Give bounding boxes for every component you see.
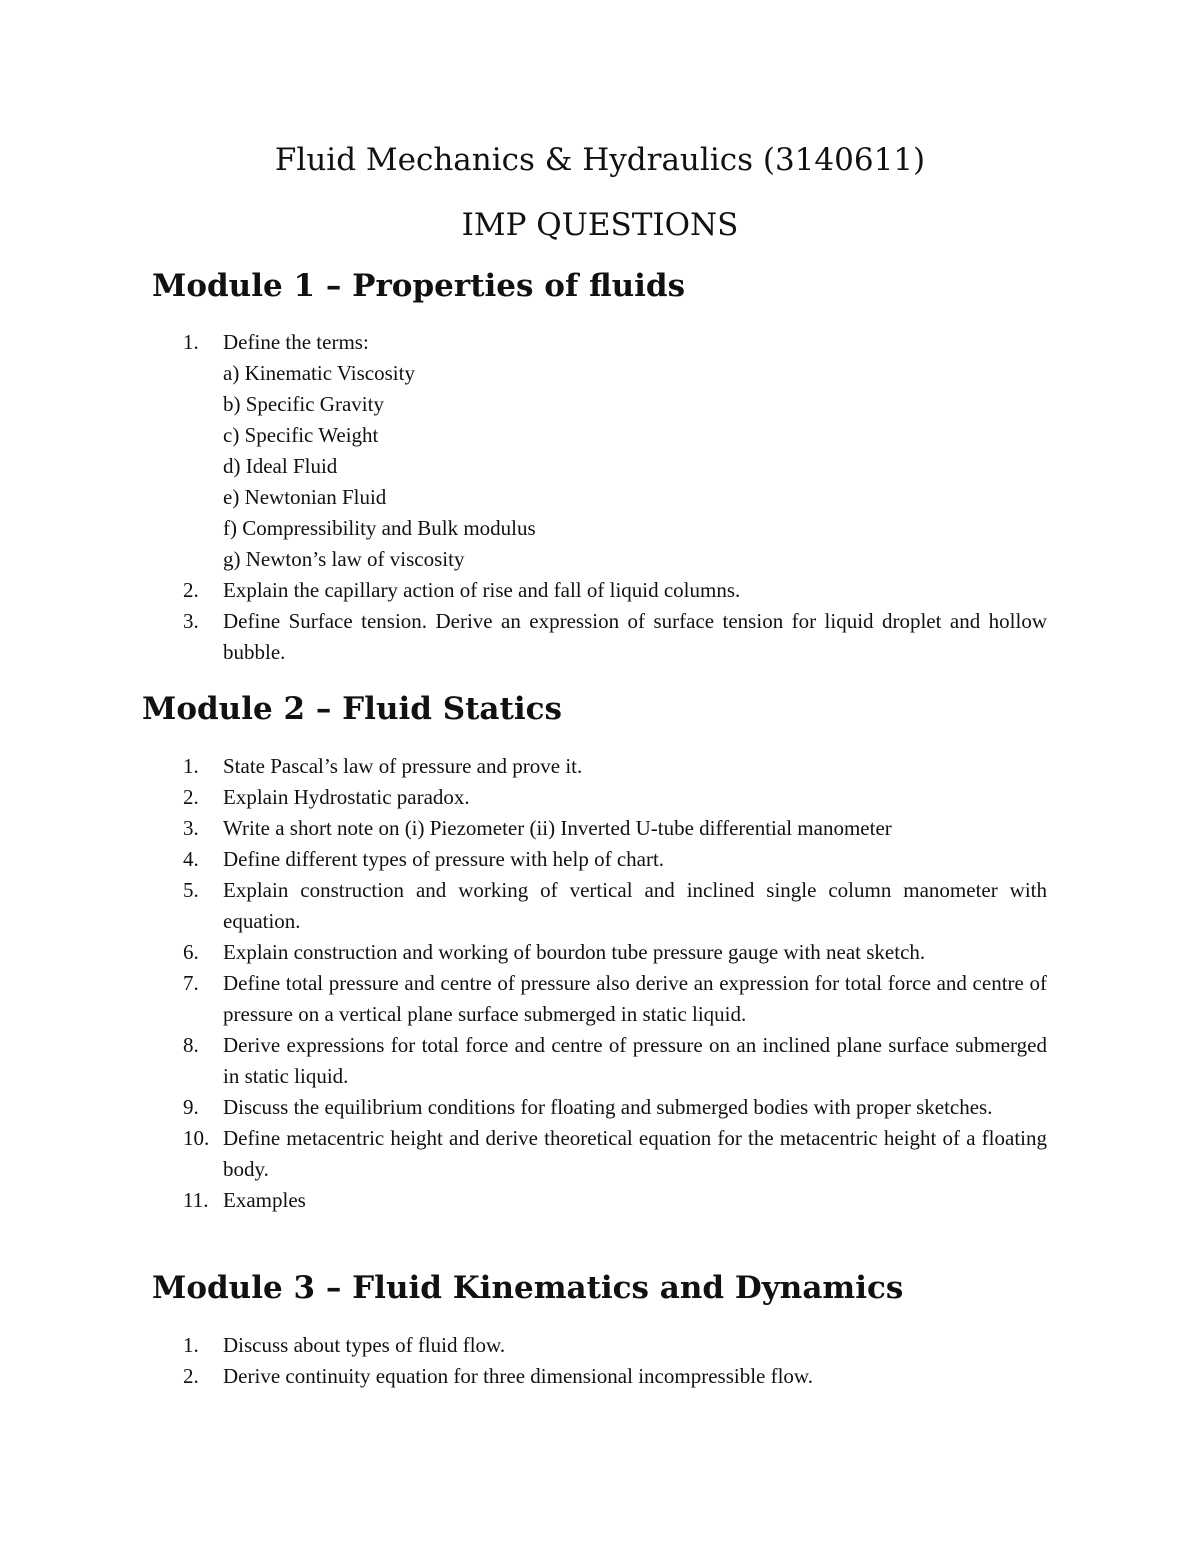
question-item <box>0 327 1047 575</box>
question-text: Explain construction and working of vertical and inclined single column manometer with equation. <box>223 878 1047 933</box>
question-item <box>0 606 1047 668</box>
sub-item: d) Ideal Fluid <box>223 454 338 478</box>
question-number: 3. <box>183 609 199 633</box>
document-title: Fluid Mechanics & Hydraulics (3140611) <box>274 142 926 178</box>
module-3-question-list <box>0 1330 1047 1392</box>
question-item <box>0 575 1047 606</box>
question-number: 3. <box>183 816 199 840</box>
question-item <box>0 1123 1047 1185</box>
question-number: 7. <box>183 971 199 995</box>
question-text: Define total pressure and centre of pressure also derive an expression for total force and centre of pressure on a vertical plane surface submerged in static liquid. <box>223 971 1047 1026</box>
question-item <box>0 844 1047 875</box>
question-number: 11. <box>183 1188 209 1212</box>
sub-item: a) Kinematic Viscosity <box>223 361 415 385</box>
question-item <box>0 751 1047 782</box>
document-subtitle: IMP QUESTIONS <box>461 207 739 243</box>
question-number: 6. <box>183 940 199 964</box>
question-item <box>0 782 1047 813</box>
question-number: 2. <box>183 1364 199 1388</box>
question-item <box>0 1092 1047 1123</box>
question-number: 8. <box>183 1033 199 1057</box>
question-text: Write a short note on (i) Piezometer (ii) Inverted U-tube differential manometer <box>223 816 892 840</box>
question-number: 2. <box>183 578 199 602</box>
question-text: Examples <box>223 1188 306 1212</box>
question-text: Discuss about types of fluid flow. <box>223 1333 506 1357</box>
question-item <box>0 968 1047 1030</box>
module-2-heading: Module 2 – Fluid Statics <box>142 691 562 727</box>
question-number: 10. <box>183 1126 210 1150</box>
question-text: Explain construction and working of bourdon tube pressure gauge with neat sketch. <box>223 940 926 964</box>
question-number: 1. <box>183 754 199 778</box>
sub-item: f) Compressibility and Bulk modulus <box>223 516 536 540</box>
module-2-question-list <box>0 751 1047 1216</box>
question-text: State Pascal’s law of pressure and prove it. <box>223 754 583 778</box>
module-3-heading: Module 3 – Fluid Kinematics and Dynamics <box>152 1270 904 1306</box>
question-item <box>0 1185 1047 1216</box>
question-number: 1. <box>183 1333 199 1357</box>
question-item <box>0 1030 1047 1092</box>
sub-item: e) Newtonian Fluid <box>223 485 387 509</box>
sub-item: b) Specific Gravity <box>223 392 384 416</box>
question-text: Define metacentric height and derive theoretical equation for the metacentric height of a floating body. <box>223 1126 1047 1181</box>
question-item <box>0 1361 1047 1392</box>
question-text: Explain Hydrostatic paradox. <box>223 785 470 809</box>
question-item <box>0 937 1047 968</box>
question-text: Define the terms: <box>223 330 369 354</box>
question-text: Explain the capillary action of rise and fall of liquid columns. <box>223 578 741 602</box>
question-item <box>0 1330 1047 1361</box>
sub-item: c) Specific Weight <box>223 423 379 447</box>
module-1-question-list <box>0 327 1047 668</box>
question-number: 9. <box>183 1095 199 1119</box>
question-number: 4. <box>183 847 199 871</box>
question-text: Discuss the equilibrium conditions for floating and submerged bodies with proper sketches. <box>223 1095 993 1119</box>
question-item <box>0 813 1047 844</box>
question-text: Derive continuity equation for three dimensional incompressible flow. <box>223 1364 813 1388</box>
sub-item: g) Newton’s law of viscosity <box>223 547 465 571</box>
question-number: 1. <box>183 330 199 354</box>
question-text: Derive expressions for total force and centre of pressure on an inclined plane surface submerged in static liquid. <box>223 1033 1047 1088</box>
question-item <box>0 875 1047 937</box>
question-text: Define different types of pressure with help of chart. <box>223 847 665 871</box>
question-number: 2. <box>183 785 199 809</box>
question-text: Define Surface tension. Derive an expression of surface tension for liquid droplet and hollow bubble. <box>223 609 1047 664</box>
question-number: 5. <box>183 878 199 902</box>
module-1-heading: Module 1 – Properties of fluids <box>152 268 686 304</box>
